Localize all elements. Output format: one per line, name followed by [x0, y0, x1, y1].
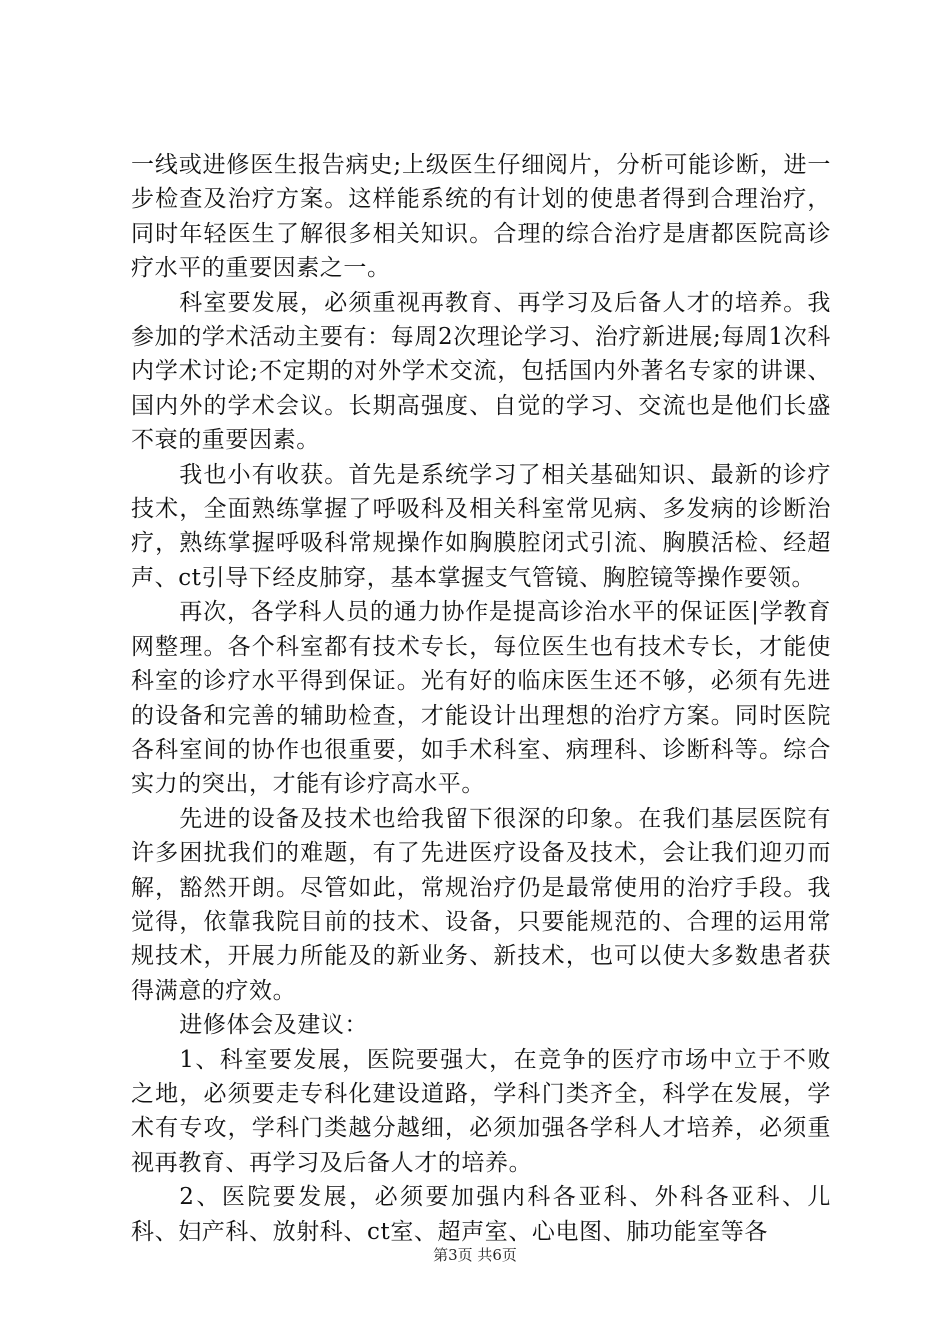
paragraph-continuation: 一线或进修医生报告病史;上级医生仔细阅片，分析可能诊断，进一步检查及治疗方案。这样能系统的有计划的使患者得到合理治疗，同时年轻医生了解很多相关知识。合理的综合治疗是唐都医院高诊疗水平的重要因素之一。 — [131, 152, 831, 282]
document-body — [131, 148, 831, 1249]
paragraph-collaboration: 再次，各学科人员的通力协作是提高诊治水平的保证医|学教育网整理。各个科室都有技术专长，每位医生也有技术专长，才能使科室的诊疗水平得到保证。光有好的临床医生还不够，必须有先进的设备和完善的辅助检查，才能设计出理想的治疗方案。同时医院各科室间的协作也很重要，如手术科室、病理科、诊断科等。综合实力的突出，才能有诊疗高水平。 — [131, 599, 831, 798]
suggestion-item-1: 1、科室要发展，医院要强大，在竞争的医疗市场中立于不败之地，必须要走专科化建设道路，学科门类齐全，科学在发展，学术有专攻，学科门类越分越细，必须加强各学科人才培养，必须重视再教育、再学习及后备人才的培养。 — [131, 1046, 831, 1176]
page-number-footer: 第3页 共6页 — [433, 1246, 517, 1264]
suggestion-item-2: 2、医院要发展，必须要加强内科各亚科、外科各亚科、儿科、妇产科、放射科、ct室、超声室、心电图、肺功能室等各 — [131, 1184, 831, 1245]
paragraph-equipment: 先进的设备及技术也给我留下很深的印象。在我们基层医院有许多困扰我们的难题，有了先进医疗设备及技术，会让我们迎刃而解，豁然开朗。尽管如此，常规治疗仍是最常使用的治疗手段。我觉得，依靠我院目前的技术、设备，只要能规范的、合理的运用常规技术，开展力所能及的新业务、新技术，也可以使大多数患者获得满意的疗效。 — [131, 805, 831, 1004]
paragraph-personal-gains: 我也小有收获。首先是系统学习了相关基础知识、最新的诊疗技术，全面熟练掌握了呼吸科及相关科室常见病、多发病的诊断治疗，熟练掌握呼吸科常规操作如胸膜腔闭式引流、胸膜活检、经超声、ct引导下经皮肺穿，基本掌握支气管镜、胸腔镜等操作要领。 — [131, 461, 831, 591]
section-heading-suggestions: 进修体会及建议： — [179, 1012, 369, 1039]
paragraph-academic-activities: 科室要发展，必须重视再教育、再学习及后备人才的培养。我参加的学术活动主要有：每周2次理论学习、治疗新进展;每周1次科内学术讨论;不定期的对外学术交流，包括国内外著名专家的讲课、国内外的学术会议。长期高强度、自觉的学习、交流也是他们长盛不衰的重要因素。 — [131, 289, 831, 454]
